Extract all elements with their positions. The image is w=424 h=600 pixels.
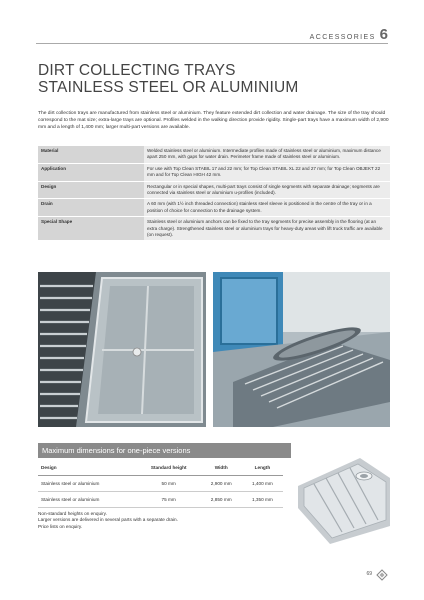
- dimensions-heading: Maximum dimensions for one-piece versions: [38, 443, 291, 458]
- table-cell: 2,850 mm: [201, 492, 242, 508]
- table-row: [38, 492, 283, 508]
- spec-row: [38, 199, 390, 217]
- note: Larger versions are delivered in several parts with a separate drain.: [38, 517, 178, 523]
- page-title: [38, 62, 299, 96]
- spec-value: For use with Top Clean STABIL 17 and 22 mm; for Top Clean STABIL XL 22 and 27 mm; for Top Clean OBJEKT 22 mm and for Top Clean HIGH 42 mm.: [144, 163, 390, 181]
- column-header: Length: [242, 460, 283, 476]
- column-header: Width: [201, 460, 242, 476]
- spec-value: Rectangular or in special shapes, multi-part trays consist of single segments with separate drainage; segments are connected via stainless steel or aluminium u-profiles (included).: [144, 181, 390, 199]
- tray-grating-photo: [38, 272, 206, 427]
- table-cell: Stainless steel or aluminium: [38, 476, 137, 492]
- title-line-1: DIRT COLLECTING TRAYS: [38, 62, 236, 79]
- table-header-row: [38, 460, 283, 476]
- spec-value: Welded stainless steel or aluminium. Intermediate profiles made of stainless steel or aluminium, maximum distance apart 250 mm, with gaps for water drain. Perimeter frame made of stainless steel or aluminium.: [144, 146, 390, 163]
- table-cell: 75 mm: [137, 492, 201, 508]
- table-cell: Stainless steel or aluminium: [38, 492, 137, 508]
- spec-label: Design: [38, 181, 144, 199]
- table-cell: 1,350 mm: [242, 492, 283, 508]
- table-row: [38, 476, 283, 492]
- rolled-mat-photo: [213, 272, 390, 427]
- table-cell: 50 mm: [137, 476, 201, 492]
- spec-value: Stainless steel or aluminium anchors can be fixed to the tray segments for precise assembly in the flooring (at an extra charge). Strengthened stainless steel or aluminium trays for heavy-duty areas with lift truck traffic are available (on request).: [144, 217, 390, 241]
- note: Non-standard heights on enquiry.: [38, 511, 107, 516]
- column-header: Standard height: [137, 460, 201, 476]
- table-cell: 1,400 mm: [242, 476, 283, 492]
- spec-label: Application: [38, 163, 144, 181]
- intro-paragraph: The dirt collection trays are manufactured from stainless steel or aluminium. They feature extended dirt collection and water drainage. The size of the tray should correspond to the mat size; extra-large trays are optional. Profiles welded in the walking direction provide rigidity. Single-part trays have a maximum width of 2,900 mm and a length of 1,400 mm; larger multi-part versions are available.: [38, 111, 389, 130]
- section-header: [310, 26, 388, 43]
- page-number: 69: [366, 571, 372, 577]
- spec-label: Special Shape: [38, 217, 144, 241]
- section-number: 6: [379, 26, 388, 43]
- spec-row: [38, 217, 390, 241]
- spec-row: [38, 146, 390, 163]
- spec-row: [38, 163, 390, 181]
- note: Price lists on enquiry.: [38, 523, 83, 529]
- photo-strip: [38, 272, 390, 427]
- spec-label: Drain: [38, 199, 144, 217]
- spec-row: [38, 181, 390, 199]
- section-name: ACCESSORIES: [309, 34, 376, 41]
- spec-label: Material: [38, 146, 144, 163]
- header-divider: [36, 43, 388, 44]
- title-line-2: STAINLESS STEEL OR ALUMINIUM: [38, 79, 299, 96]
- column-header: Design: [38, 460, 137, 476]
- dimensions-table: [38, 460, 283, 508]
- tray-product-image: [290, 456, 390, 546]
- brand-logo-icon: [376, 568, 388, 580]
- spec-table: [38, 146, 390, 241]
- spec-value: A 60 mm (with 1½ inch threaded connection) stainless steel sleeve is positioned in the centre of the tray or in a position of choice for connection to the drainage system.: [144, 199, 390, 217]
- table-cell: 2,900 mm: [201, 476, 242, 492]
